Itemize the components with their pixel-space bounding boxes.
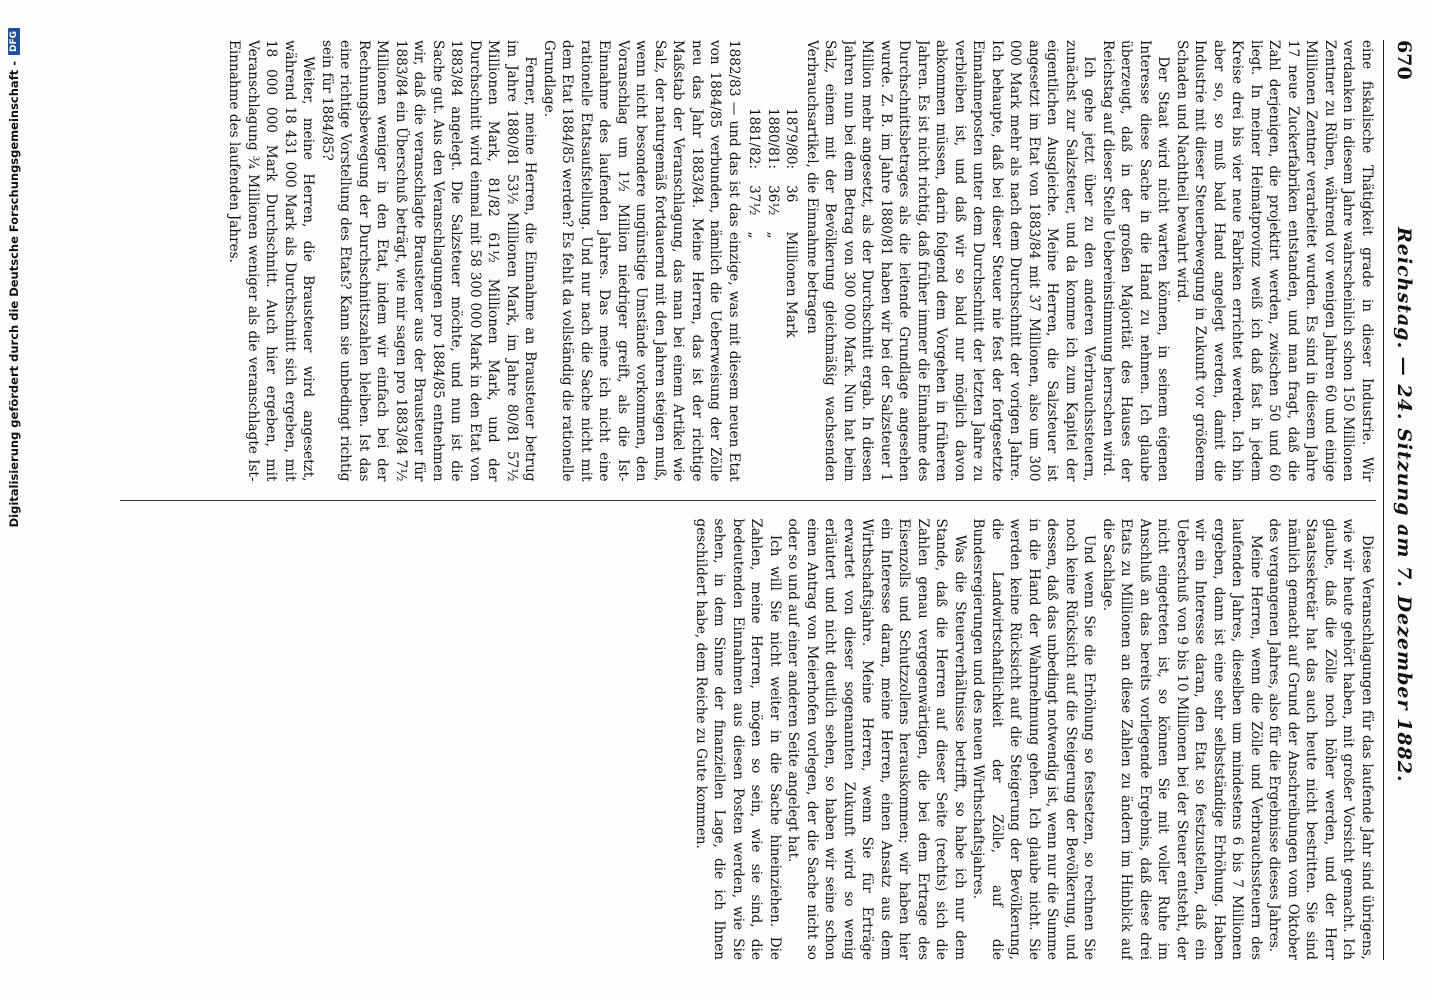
paragraph: Ich will Sie nicht weiter in die Sache hineinziehen. Die Zahlen, meine Herren, mögen so sein, wie sie sind, die bedeutenden Einnahmen aus diesen Posten werden, wie Sie sehen, in dem Sinne der finanziellen Lage, die ich Ihnen geschildert habe, dem Reiche zu Gute kommen. (693, 518, 783, 960)
credit-text: Digitalisierung gefördert durch die Deutsche Forschungsgemeinschaft - (7, 61, 21, 528)
paragraph: Diese Veranschlagungen für das laufende Jahr sind übrigens, wie wir heute gehört haben, mit großer Vorsicht gemacht. Ich glaube, daß die Zölle noch höher werden, und der Herr Staatssekretär hat das auch heute nicht bestritten. Sie sind nämlich gemacht auf Grund der Anschreibungen vom Oktober des vergangenen Jahres, also für die Ergebnisse dieses Jahres. (1266, 518, 1375, 960)
page-header (1383, 40, 1424, 960)
page-number: 670 (1393, 40, 1415, 80)
paragraph: Weiter, meine Herren, die Brausteuer wird angesetzt, während 18 431 000 Mark als Durchschnitt sich ergeben, mit 18 000 000 Mark Durchschnitt. Auch hier ergeben, mit Veranschlagung ¾ Millionen weniger als die veranschlagte Ist-Einnahme des laufenden Jahres. (226, 40, 317, 482)
paragraph: Und wenn Sie die Erhöhung so festsetzen, so rechnen Sie noch keine Rücksicht auf die Steigerung der Bevölkerung, und dessen, daß das unbedingt notwendig ist, wenn nur die Summe in die Hand der Wahrnehmung gehen. Ich glaube nicht. Sie werden keine Rücksicht auf die Steigerung der Bevölkerung, die Landwirtschaftlichkeit der Zölle, auf die Bundesregierungen und des neuen Wirthschaftsjahres. (970, 518, 1098, 960)
figures-row (745, 100, 764, 346)
paragraph: Was die Steuerverhältnisse betrifft, so habe ich nur dem Stande, daß die Herren auf dieser Seite (rechts) sich die Zahlen genau vergegenwärtigen, die bei dem Ertrage des Eisenzolls und Schutzzollens herauskommen; wir haben hier ein Interesse daran, meine Herren, einen Ansatz aus dem Wirthschaftsjahre. Meine Herren, wenn Sie für Erträge erwartet von dieser sogenannten Zukunft wird so wenig erläutert und nicht deutlich sehen, so haben wir seine schon einen Antrag von Meierhofen vorlegen, der die Sache nicht so oder so und auf einer anderen Seite angelegt hat. (785, 518, 968, 960)
figure-year: 1879/80: (783, 108, 800, 170)
figure-value: 37½ (746, 185, 763, 216)
paragraph: Ich gehe jetzt über zu den anderen Verbrauchssteuern, zunächst zur Salzsteuer, und da komme ich zum Kapitel der eigentlichen Ausgleiche. Meine Herren, die Salzsteuer ist angesetzt im Etat von 1883/84 mit 37 Millionen, also um 300 000 Mark mehr als nach dem Durchschnitt der vorigen Jahre. Ich behaupte, daß bei dieser Steuer nie fest der fortgesetzte Einnahmeposten unter dem Durchschnitt der letzten Jahre zu verbleiben ist, und daß wir so bald nur möglich davon abkommen müssen, darin folgend dem Vorgehen in früheren Jahren. Es ist nicht richtig, daß früher immer die Einnahme des Durchschnittsbetrages als die leitende Grundlage angesehen wurde. Z. B. im Jahre 1880/81 haben wir bei der Salzsteuer 1 Million mehr angesetzt, als der Durchschnitt ergab. In diesen Jahren nun bei dem Betrag von 300 000 Mark. Nun hat beim Salz, einem mit der Bevölkerung gleichmäßig wachsenden Verbrauchsartikel, die Einnahme betragen (804, 40, 1098, 482)
figure-year: 1880/81: (765, 108, 781, 170)
text-columns (120, 40, 1376, 960)
running-title: Reichstag. — 24. Sitzung am 7. Dezember 1882. (1393, 227, 1415, 783)
figures-row (764, 100, 783, 346)
left-column (120, 40, 1376, 482)
figure-value: 36 (783, 185, 800, 203)
figure-unit: „ (765, 231, 781, 239)
figure-unit: „ (746, 231, 763, 239)
figure-year: 1881/82: (746, 108, 763, 170)
figures-table (745, 100, 801, 346)
paragraph: Der Staat wird nicht warten können, in seinem eigenen Interesse diese Sache in die Hand zu nehmen. Ich glaube überzeugt, daß in der großen Majorität des Hauses der Reichstag auf dieser Stelle Uebereinstimmung herrschen wird. (1100, 40, 1172, 482)
figure-value: 36½ (765, 185, 781, 216)
paragraph: 1882/83 — und das ist das einzige, was mit diesem neuen Etat von 1884/85 verbunden, nämlich die Ueberweisung der Zölle neu das Jahr 1883/84. Meine Herren, das ist der richtige Maßstab der Veranschlagung, das man bei einem Artikel wie Salz, der naturgemäß fortdauernd mit den Jahren steigen muß, wenn nicht besondere ungünstige Umstände vorkommen, den Voranschlag um 1½ Million niedriger greift, als die Ist-Einnahme des laufenden Jahres. Das meine ich nicht eine rationelle Etatsaufstellung. Und nur nach die Sache nicht mit dem Etat 1884/85 werden? Es fehlt da vollständig die rationelle Grundlage. (541, 40, 742, 482)
paragraph: Meine Herren, wenn die Zölle und Verbrauchssteuern des laufenden Jahres, dieselben um mindestens 6 bis 7 Millionen ergeben, dann ist eine sehr selbstständige Erhöhung. Haben wir ein Interesse daran, den Etat so festzustellen, daß ein Ueberschuß von 9 bis 10 Millionen bei der Steuer entsteht, der nicht eingetreten ist, so können Sie mit voller Ruhe im Anschluß an das bereits vorliegende Ergebnis, daß diese drei Etats zu Millionen an diese Zahlen zu ändern im Hinblick auf die Sachlage. (1100, 518, 1264, 960)
dfg-logo-icon: DFG (8, 28, 20, 55)
figure-unit: Millionen Mark (783, 231, 800, 338)
figures-row (782, 100, 801, 346)
digitization-credit (4, 0, 24, 1000)
right-column (120, 519, 1376, 961)
paragraph: Ferner, meine Herren, die Einnahme an Brausteuer betrug im Jahre 1880/81 53½ Millionen Mark, im Jahre 80/81 57½ Millionen Mark, 81/82 61½ Millionen Mark, und der Durchschnitt wird einmal mit 58 300 000 Mark in den Etat von 1883/84 angelegt. Die Salzsteuer möchte, und nun ist die Sache gut. Aus den Veranschlagungen pro 1884/85 entnehmen wir, daß die veranschlagte Brausteuer aus der Brausteuer für 1883/84 ein Überschuß beträgt, wie mir sagen pro 1883/84 7½ Millionen weniger in den Etat, indem wir einfach bei der Rechnungsbewegung der Durchschnittszahlen bleiben. Ist das eine richtige Vorstellung des Etats? Kann sie unbedingt richtig sein für 1884/85? (319, 40, 539, 482)
paragraph: eine fiskalische Thätigkeit grade in dieser Industrie. Wir verdanken in diesem Jahre wahrscheinlich schon 150 Millionen Zentner zu Rüben, während vor wenigen Jahren 60 und einige Millionen Zentner verarbeitet wurden. Es sind in diesem Jahre 17 neue Zuckerfabriken entstanden, und man fragt, daß die Zahl derjenigen, die projektirt werden, zwischen 50 und 60 liegt. In meiner Heimatprovinz weiß ich daß fast in jedem Kreise drei bis vier neue Fabriken errichtet werden. Ich bin aber so, so muß bald Hand angelegt werden, damit die Industrie mit dieser Steuerbewegung in Zukunft vor größerem Schaden und Nachtheil bewahrt wird. (1174, 40, 1375, 482)
column-divider (120, 500, 1376, 501)
